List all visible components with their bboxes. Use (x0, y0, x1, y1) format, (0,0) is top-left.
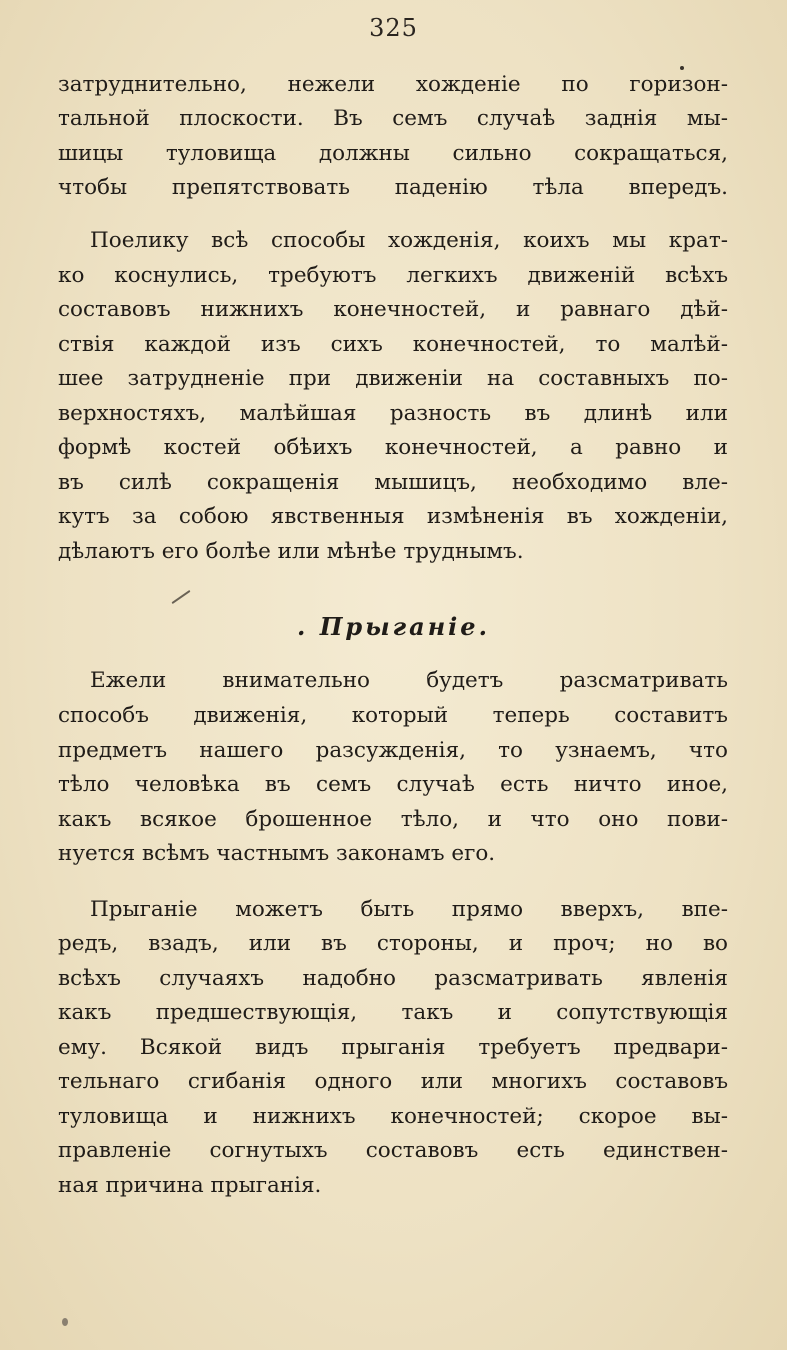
text-line: предметъ нашего разсужденія, то узнаемъ, что (58, 738, 728, 763)
pencil-stroke (171, 590, 190, 604)
text-line: формѣ костей обѣихъ конечностей, а равно и (58, 435, 728, 460)
text-line: правленіе согнутыхъ составовъ есть единствен- (58, 1138, 728, 1163)
ink-speck (680, 66, 684, 70)
text-line: ко коснулись, требуютъ легкихъ движеній всѣхъ (58, 263, 728, 288)
text-line: Ежели внимательно будетъ разсматривать (90, 668, 728, 693)
text-line: въ силѣ сокращенія мышицъ, необходимо вле- (58, 470, 728, 495)
text-line: составовъ нижнихъ конечностей, и равнаго дѣй- (58, 297, 728, 322)
text-line: ствія каждой изъ сихъ конечностей, то малѣй- (58, 332, 728, 357)
text-line: какъ всякое брошенное тѣло, и что оно пови- (58, 807, 728, 832)
text-line: ная причина прыганія. (58, 1173, 322, 1198)
text-line: всѣхъ случаяхъ надобно разсматривать явленія (58, 966, 728, 991)
section-heading: . Прыганіе. (297, 612, 490, 641)
text-line: туловища и нижнихъ конечностей; скорое вы- (58, 1104, 728, 1129)
text-line: тельнаго сгибанія одного или многихъ составовъ (58, 1069, 728, 1094)
text-line: ему. Всякой видъ прыганія требуетъ предвари- (58, 1035, 728, 1060)
text-line: шее затрудненіе при движеніи на составныхъ по- (58, 366, 728, 391)
page-number: 325 (369, 14, 418, 42)
text-line: Прыганіе можетъ быть прямо вверхъ, впе- (90, 897, 728, 922)
text-line: тѣло человѣка въ семъ случаѣ есть ничто иное, (58, 772, 728, 797)
text-line: затруднительно, нежели хожденіе по горизон- (58, 72, 728, 97)
text-line: кутъ за собою явственныя измѣненія въ хожденіи, (58, 504, 728, 529)
text-line: нуется всѣмъ частнымъ законамъ его. (58, 841, 496, 866)
text-line: дѣлаютъ его болѣе или мѣнѣе труднымъ. (58, 539, 524, 564)
text-line: какъ предшествующія, такъ и сопутствующія (58, 1000, 728, 1025)
text-line: редъ, взадъ, или въ стороны, и проч; но во (58, 931, 728, 956)
text-line: Поелику всѣ способы хожденія, коихъ мы крат- (90, 228, 728, 253)
text-line: способъ движенія, который теперь составитъ (58, 703, 728, 728)
text-line: чтобы препятствовать паденію тѣла впередъ. (58, 175, 728, 200)
text-line: верхностяхъ, малѣйшая разность въ длинѣ или (58, 401, 728, 426)
text-line: шицы туловища должны сильно сокращаться, (58, 141, 728, 166)
paper-stain (62, 1318, 68, 1326)
text-line: тальной плоскости. Въ семъ случаѣ заднія мы- (58, 106, 728, 131)
